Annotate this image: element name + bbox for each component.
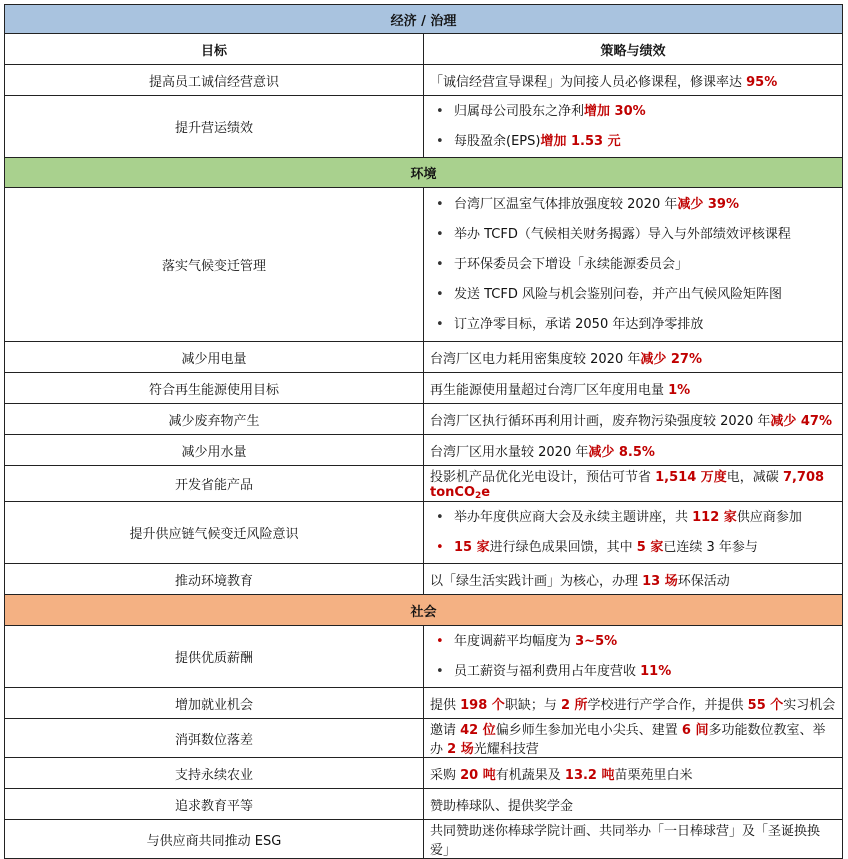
list-item: • 举办 TCFD（气候相关财务揭露）导入与外部绩效评核课程 bbox=[430, 220, 836, 250]
list-item: • 15 家进行绿色成果回馈，其中 5 家已连续 3 年参与 bbox=[430, 533, 836, 563]
goal-cell: 提升供应链气候变迁风险意识 bbox=[5, 502, 424, 564]
list-item: • 员工薪资与福利费用占年度营收 11% bbox=[430, 657, 836, 687]
strategy-cell bbox=[424, 502, 843, 564]
goal-cell: 追求教育平等 bbox=[5, 789, 424, 820]
list-item: • 年度调薪平均幅度为 3~5% bbox=[430, 627, 836, 657]
goal-cell: 支持永续农业 bbox=[5, 758, 424, 789]
strategy-cell: 投影机产品优化光电设计，预估可节省 1,514 万度电，减碳 7,708 tonCO$_2$e bbox=[424, 466, 843, 502]
goal-cell: 减少用电量 bbox=[5, 342, 424, 373]
header-goal: 目标 bbox=[5, 34, 424, 65]
table-row bbox=[5, 373, 843, 404]
strategy-cell: 提供 198 个职缺；与 2 所学校进行产学合作，并提供 55 个实习机会 bbox=[424, 688, 843, 719]
strategy-cell bbox=[424, 626, 843, 688]
table-row bbox=[5, 96, 843, 158]
table-row bbox=[5, 435, 843, 466]
section-environment bbox=[5, 158, 843, 188]
list-item: • 订立净零目标，承诺 2050 年达到净零排放 bbox=[430, 310, 836, 340]
strategy-cell: 采购 20 吨有机蔬果及 13.2 吨苗栗苑里白米 bbox=[424, 758, 843, 789]
table-row bbox=[5, 342, 843, 373]
goal-cell: 消弭数位落差 bbox=[5, 719, 424, 758]
strategy-cell: 赞助棒球队、提供奖学金 bbox=[424, 789, 843, 820]
section-society bbox=[5, 595, 843, 626]
goal-cell: 增加就业机会 bbox=[5, 688, 424, 719]
goal-cell: 符合再生能源使用目标 bbox=[5, 373, 424, 404]
table-row bbox=[5, 758, 843, 789]
list-item: • 于环保委员会下增设「永续能源委员会」 bbox=[430, 250, 836, 280]
table-row bbox=[5, 466, 843, 502]
list-item: • 发送 TCFD 风险与机会鉴别问卷，并产出气候风险矩阵图 bbox=[430, 280, 836, 310]
section-economy bbox=[5, 5, 843, 34]
goal-cell: 提升营运绩效 bbox=[5, 96, 424, 158]
goal-cell: 与供应商共同推动 ESG bbox=[5, 820, 424, 859]
table-row bbox=[5, 65, 843, 96]
table-row bbox=[5, 404, 843, 435]
table-row bbox=[5, 688, 843, 719]
list-item: • 每股盈余(EPS)增加 1.53 元 bbox=[430, 127, 836, 157]
strategy-cell bbox=[424, 188, 843, 342]
strategy-cell: 台湾厂区用水量较 2020 年减少 8.5% bbox=[424, 435, 843, 466]
strategy-cell: 「诚信经营宣导课程」为间接人员必修课程，修课率达 95% bbox=[424, 65, 843, 96]
list-item: • 台湾厂区温室气体排放强度较 2020 年减少 39% bbox=[430, 190, 836, 220]
list-item: • 归属母公司股东之净利增加 30% bbox=[430, 97, 836, 127]
table-row bbox=[5, 564, 843, 595]
strategy-cell: 台湾厂区执行循环再利用计画，废弃物污染强度较 2020 年减少 47% bbox=[424, 404, 843, 435]
esg-table-container bbox=[4, 4, 843, 859]
header-strategy: 策略与绩效 bbox=[424, 34, 843, 65]
section-title-environment: 环境 bbox=[5, 158, 843, 188]
goal-cell: 开发省能产品 bbox=[5, 466, 424, 502]
strategy-cell bbox=[424, 96, 843, 158]
esg-goals-table bbox=[4, 4, 843, 859]
strategy-cell: 共同赞助迷你棒球学院计画、共同举办「一日棒球营」及「圣诞换换爱」 bbox=[424, 820, 843, 859]
goal-cell: 减少废弃物产生 bbox=[5, 404, 424, 435]
goal-cell: 推动环境教育 bbox=[5, 564, 424, 595]
table-row bbox=[5, 502, 843, 564]
strategy-cell: 邀请 42 位偏乡师生参加光电小尖兵、建置 6 间多功能数位教室、举办 2 场光耀科技营 bbox=[424, 719, 843, 758]
goal-cell: 提供优质薪酬 bbox=[5, 626, 424, 688]
section-title-economy: 经济 / 治理 bbox=[5, 5, 843, 34]
table-row bbox=[5, 188, 843, 342]
table-row bbox=[5, 626, 843, 688]
section-title-society: 社会 bbox=[5, 595, 843, 626]
table-header bbox=[5, 34, 843, 65]
list-item: • 举办年度供应商大会及永续主题讲座，共 112 家供应商参加 bbox=[430, 503, 836, 533]
goal-cell: 减少用水量 bbox=[5, 435, 424, 466]
goal-cell: 提高员工诚信经营意识 bbox=[5, 65, 424, 96]
table-row bbox=[5, 820, 843, 859]
strategy-cell: 再生能源使用量超过台湾厂区年度用电量 1% bbox=[424, 373, 843, 404]
strategy-cell: 台湾厂区电力耗用密集度较 2020 年减少 27% bbox=[424, 342, 843, 373]
table-row bbox=[5, 789, 843, 820]
strategy-cell: 以「绿生活实践计画」为核心，办理 13 场环保活动 bbox=[424, 564, 843, 595]
table-row bbox=[5, 719, 843, 758]
goal-cell: 落实气候变迁管理 bbox=[5, 188, 424, 342]
